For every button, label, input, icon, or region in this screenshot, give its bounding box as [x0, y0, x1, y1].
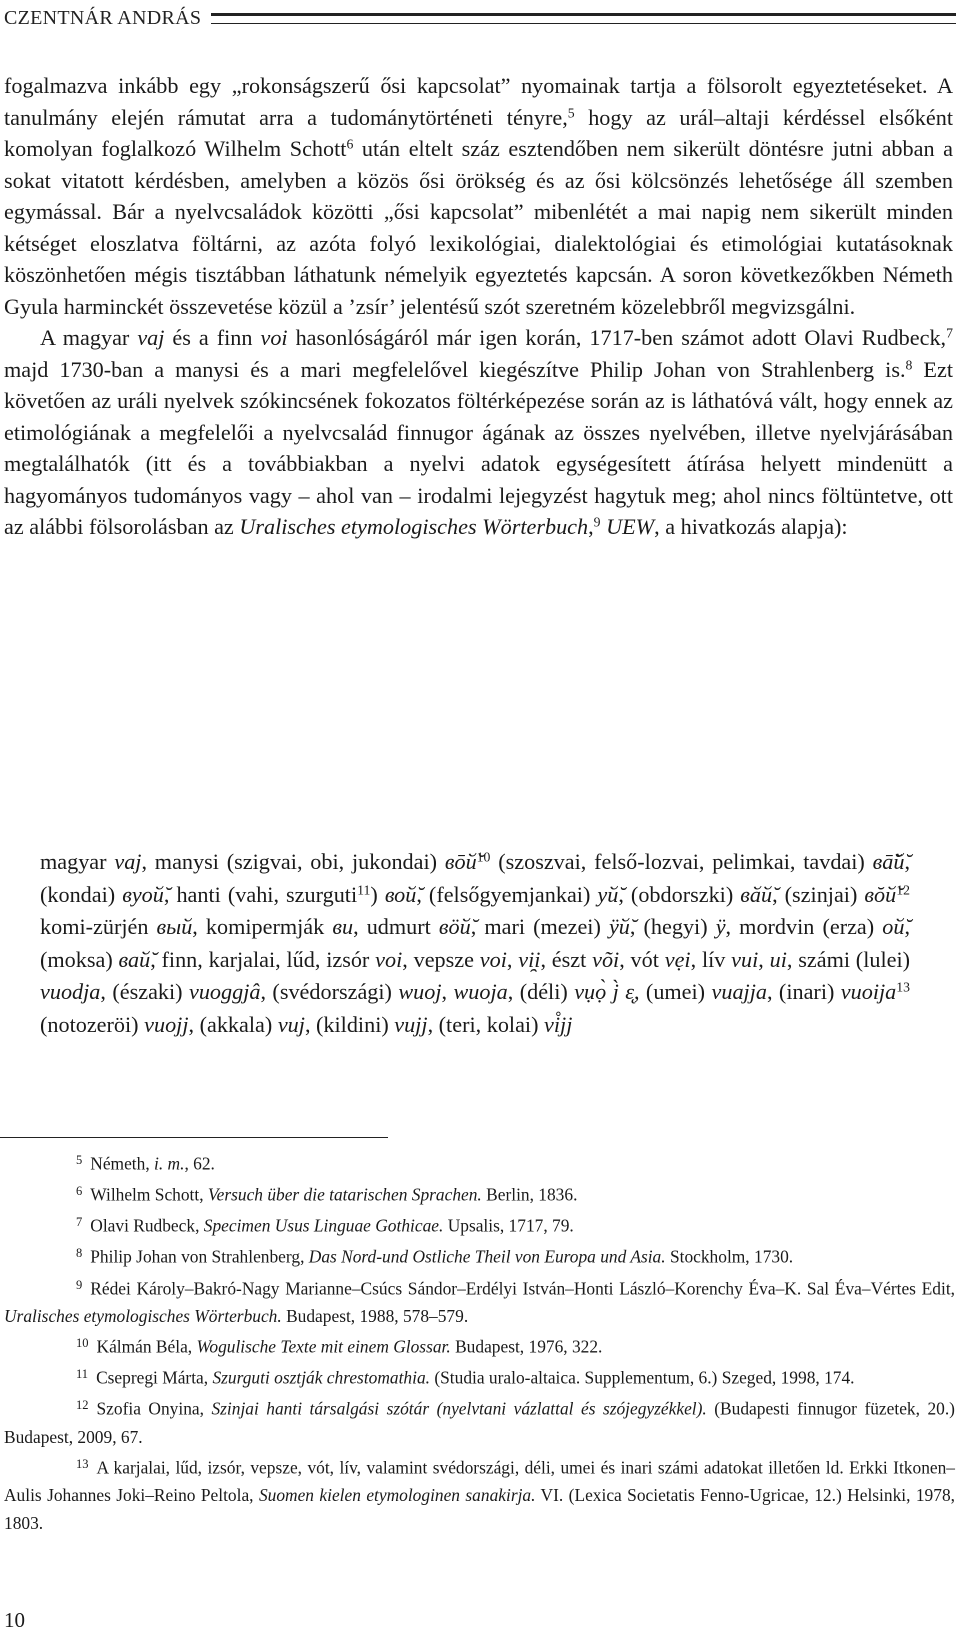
- cited-form: вой̆: [384, 881, 417, 907]
- cited-form: ви: [332, 914, 354, 939]
- text-run: , észt: [540, 946, 593, 972]
- cited-form: ой̆: [882, 914, 905, 939]
- page-number: 10: [4, 1608, 25, 1632]
- cited-form: вуой̆: [122, 881, 164, 907]
- footnote-ref[interactable]: 10: [476, 849, 491, 865]
- text-run: Szofia Onyina,: [96, 1399, 212, 1419]
- footnote-9: [4, 1272, 955, 1331]
- footnote-12: [4, 1392, 955, 1451]
- cited-form: вый: [156, 914, 193, 939]
- text-run: Olavi Rudbeck,: [90, 1215, 204, 1236]
- text-run: , udmurt: [353, 914, 439, 939]
- text-run: ): [370, 881, 385, 907]
- text-run: , (kondai): [40, 849, 910, 907]
- cited-form: voi: [375, 946, 403, 972]
- text-run: Rédei Károly–Bakró-Nagy Marianne–Csúcs Sándor–Erdélyi István–Honti László–Korenchy Éva–K. Sal Éva–Vértes Edit,: [90, 1278, 955, 1299]
- cited-form: vi̯i: [518, 946, 541, 972]
- cited-form: vi̊jj: [544, 1011, 573, 1037]
- text-run: Wilhelm Schott,: [90, 1184, 208, 1205]
- text-run: Kálmán Béla,: [96, 1336, 197, 1357]
- text-run: A karjalai, lűd, izsór, vepsze, vót, lív, valamint svédországi, déli, umei és inari számi adatokat illetően ld. Erkki Itkonen–Aulis Johannes Joki–Reino Peltola,: [4, 1457, 955, 1506]
- footnote-8: [4, 1240, 955, 1271]
- text-run: ,: [441, 979, 454, 1004]
- cited-form: уй̆: [597, 881, 619, 907]
- text-run: , (kildini): [304, 1011, 395, 1037]
- text-run: (Studia uralo-altaica. Supplementum, 6.) Szeged, 1998, 174.: [430, 1367, 855, 1388]
- footnote-number: 11: [76, 1367, 89, 1382]
- text-run: , finn, karjalai, lűd, izsór: [150, 946, 376, 972]
- cited-form: ӱ: [715, 914, 726, 939]
- footnote-number: 12: [76, 1398, 89, 1413]
- text-run: ,: [506, 946, 519, 972]
- text-run: , 62.: [184, 1153, 215, 1174]
- cited-form: vujj: [394, 1011, 428, 1037]
- footnote-number: 7: [76, 1215, 83, 1230]
- cited-form: vuodja: [40, 979, 101, 1004]
- cited-form: i. m.: [154, 1153, 185, 1174]
- text-run: Németh,: [90, 1153, 155, 1174]
- cited-form: Das Nord-und Ostliche Theil von Europa und Asia.: [308, 1247, 666, 1267]
- header-double-rule: [211, 13, 956, 24]
- cited-form: Versuch über die tatarischen Sprachen.: [207, 1184, 482, 1205]
- footnote-10: [4, 1330, 955, 1361]
- text-run: VI. (Lexica Societatis Fenno-Ugricae, 12.) Helsinki, 1978, 1803.: [4, 1485, 955, 1533]
- text-run: komi-zürjén: [40, 914, 157, 939]
- cited-form: Suomen kielen etymologinen sanakirja.: [258, 1485, 536, 1506]
- text-run: , mordvin (erza): [725, 914, 883, 939]
- cited-form: vuojj: [144, 1011, 189, 1037]
- text-run: , mari (mezei): [470, 914, 609, 939]
- cited-form: Szurguti osztják chrestomathia.: [212, 1367, 430, 1388]
- cited-form: ui: [769, 946, 787, 972]
- footnote-number: 8: [76, 1246, 83, 1261]
- text-run: , (szinjai): [772, 881, 865, 907]
- text-run: (szoszvai, felső-lozvai, pelimkai, tavdai): [490, 849, 873, 874]
- cited-form: вā̆й̆: [872, 849, 905, 874]
- cited-form: wuoj: [398, 979, 442, 1004]
- footnote-ref-9[interactable]: 9: [593, 514, 601, 530]
- cited-form: või: [592, 946, 620, 972]
- cited-form: vẹi: [664, 946, 691, 972]
- cited-form: Szinjai hanti társalgási szótár (nyelvtani vázlattal és szójegyzékkel).: [211, 1399, 707, 1419]
- text-run: , (déli): [507, 979, 575, 1004]
- text-run: Budapest, 1976, 322.: [450, 1336, 603, 1357]
- footnote-ref-7[interactable]: 7: [946, 325, 953, 341]
- text-run: , (akkala): [188, 1011, 278, 1037]
- footnote-number: 9: [76, 1277, 83, 1292]
- cited-form: Specimen Usus Linguae Gothicae.: [203, 1215, 444, 1236]
- text-run: , (inari): [766, 979, 841, 1004]
- footnote-number: 13: [76, 1457, 89, 1471]
- text-run: Upsalis, 1717, 79.: [443, 1215, 574, 1236]
- text-run: , (északi): [100, 979, 189, 1004]
- footnote-11: [4, 1361, 955, 1392]
- footnote-7: [4, 1209, 955, 1240]
- cited-form: vaj: [114, 849, 142, 874]
- text-run: (Budapesti finnugor füzetek, 20.) Budapest, 2009, 67.: [4, 1399, 955, 1447]
- footnote-5: [4, 1147, 955, 1178]
- footnote-number: 6: [76, 1184, 83, 1199]
- cited-form: vuoggjâ: [188, 979, 261, 1004]
- text-run: , (felsőgyemjankai): [416, 881, 598, 907]
- text-run: Philip Johan von Strahlenberg,: [90, 1247, 309, 1267]
- paragraph-1: fogalmazva inkább egy „rokonságszerű ősi kapcsolat” nyomainak tartja a fölsorolt egyeztetéseket. A tanulmány elején rámutat arra a tudománytörténeti tényre,$^5$ hogy az urál–altaji kérdéssel elsőként komolyan foglalkozó Wilhelm Schott$^6$ után eltelt száz esztendőben nem sikerült döntésre jutni abban a sokat vitatott kérdésben, amelyben a közös ősi örökség és az ősi kölcsönzés lehetősége áll szemben egymással. Bár a nyelvcsaládok közötti „ősi kapcsolat” mibenlétét a mai napig nem sikerült minden kétséget eloszlatva föltárni, az azóta folyó lexikológiai, dialektológiai és etimológiai kutatásoknak köszönhetően mégis tisztábban láthatunk némelyik egyeztetés kapcsán. A soron következőkben Németh Gyula harminckét összevetése közül a ’zsír’ jelentésű szót szeretném közelebbről megvizsgálni.: [4, 73, 954, 319]
- cited-form: vuj: [277, 1011, 305, 1037]
- text-run: , (umei): [633, 979, 712, 1004]
- cited-form: вай̆: [118, 946, 151, 972]
- cited-form: ӱй̆: [608, 914, 630, 939]
- text-run: , (moksa): [40, 914, 910, 972]
- footnote-number: 10: [76, 1336, 89, 1351]
- text-run: Csepregi Márta,: [96, 1367, 213, 1388]
- text-run: , hanti (vahi, szurguti: [163, 881, 358, 907]
- text-run: , (svédországi): [260, 979, 399, 1004]
- text-run: , számi (lulei): [786, 946, 911, 972]
- footnote-13: [4, 1451, 955, 1537]
- text-run: , (teri, kolai): [427, 1011, 545, 1037]
- footnotes: [4, 1147, 955, 1537]
- cited-form: wuoja: [453, 979, 508, 1004]
- text-run: ,: [758, 946, 770, 972]
- cited-form: вōй̆: [444, 849, 477, 874]
- text-run: , komipermják: [192, 914, 333, 939]
- running-header: [4, 4, 956, 32]
- cited-form: voi: [479, 946, 507, 972]
- cited-form: vui: [731, 946, 759, 972]
- text-run: , manysi (szigvai, obi, jukondai): [141, 849, 445, 874]
- cited-form: вŏй̆: [864, 881, 897, 907]
- footnote-6: [4, 1178, 955, 1209]
- footnote-ref-6[interactable]: 6: [346, 136, 354, 152]
- text-run: , vepsze: [402, 946, 480, 972]
- main-text: [4, 70, 953, 543]
- text-run: magyar: [40, 849, 115, 874]
- footnote-ref-8[interactable]: 8: [905, 356, 913, 372]
- footnote-ref-5[interactable]: 5: [567, 104, 575, 120]
- cited-form: Uralisches etymologisches Wörterbuch.: [4, 1305, 282, 1326]
- text-run: Berlin, 1836.: [481, 1184, 578, 1205]
- cited-form: вӧй̆: [438, 914, 471, 939]
- cited-form: vuoija: [840, 979, 897, 1004]
- footnote-number: 5: [76, 1153, 83, 1167]
- etymology-citation-block: [40, 846, 910, 1041]
- footnote-ref[interactable]: 13: [896, 979, 911, 995]
- cited-form: vụọ̀ j̀ ε̨: [574, 979, 634, 1004]
- cited-form: вӑй̆: [740, 881, 773, 907]
- paragraph-2: A magyar vaj és a finn voi hasonlóságáról már igen korán, 1717-ben számot adott Olavi Rudbeck,$^7$ majd 1730-ban a manysi és a mari megfelelővel kiegészítve Philip Johan von Strahlenberg is.$^8$ Ezt követően az uráli nyelvek szókincsének fokozatos föltérképezése során az is láthatóvá vált, hogy ennek az etimológiának a megfelelői a nyelvcsalád finnugor ágának az összes nyelvében, illetve nyelvjárásában megtalálhatók (itt és a továbbiakban a nyelvi adatok egységesített átírása helyett mindenütt a hagyományos tudományos vagy – ahol van – irodalmi lejegyzést hagytuk meg; ahol nincs föltüntetve, ott az alábbi fölsorolásban az Uralisches etymologisches Wörterbuch,$^9$ UEW, a hivatkozás alapja):: [4, 325, 953, 539]
- text-run: (notozeröi): [40, 1011, 145, 1037]
- running-header-author: CZENTNÁR ANDRÁS: [4, 6, 202, 29]
- cited-form: Wogulische Texte mit einem Glossar.: [196, 1336, 451, 1357]
- text-run: , lív: [690, 946, 732, 972]
- text-run: Stockholm, 1730.: [665, 1247, 794, 1267]
- footnote-ref[interactable]: 12: [896, 881, 910, 897]
- text-run: Budapest, 1988, 578–579.: [281, 1305, 469, 1326]
- text-run: , (hegyi): [629, 914, 716, 939]
- footnote-ref[interactable]: 11: [357, 881, 371, 897]
- text-run: , (obdorszki): [618, 881, 741, 907]
- text-run: , vót: [619, 946, 665, 972]
- cited-form: vuajja: [711, 979, 767, 1004]
- footnote-separator: [0, 1137, 388, 1138]
